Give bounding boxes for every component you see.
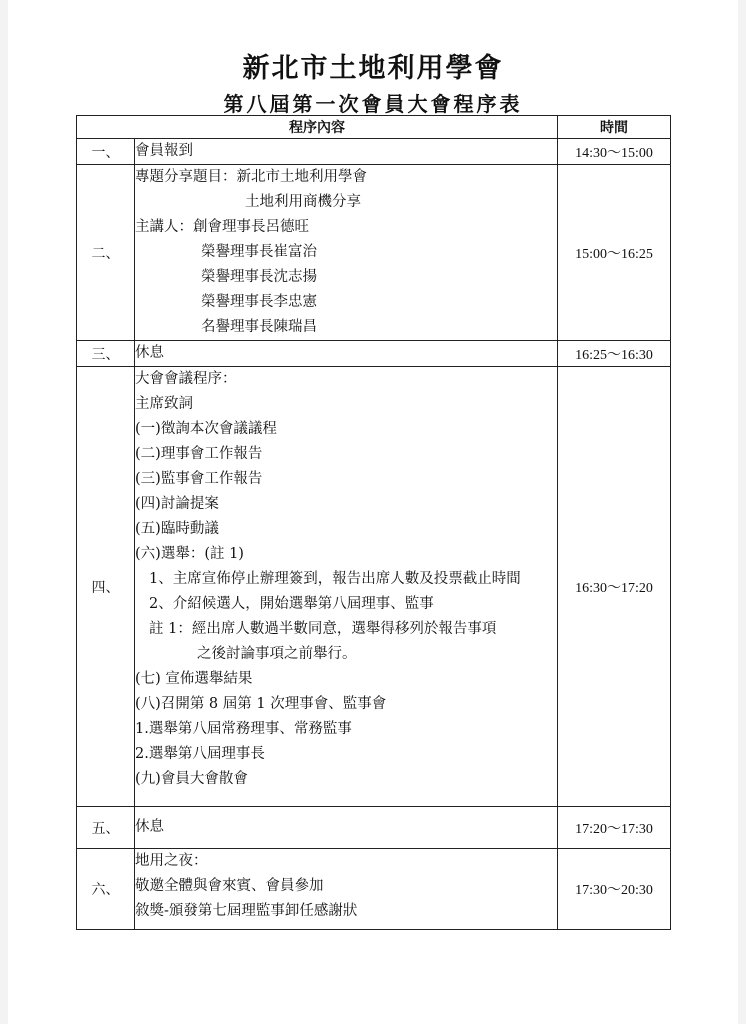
- table-header-row: [77, 116, 671, 139]
- row-time: 16:25～16:30: [558, 341, 671, 367]
- content-line: (一)徵詢本次會議議程: [135, 421, 277, 437]
- content-line: 休息: [135, 819, 164, 835]
- content-line: 之後討論事項之前舉行。: [197, 646, 357, 662]
- table-row: [77, 367, 671, 807]
- row-number: 五、: [77, 807, 135, 849]
- row-number: 四、: [77, 367, 135, 807]
- row-number: 一、: [77, 139, 135, 165]
- content-line: 名譽理事長陳瑞昌: [201, 319, 317, 335]
- content-line: 休息: [135, 345, 164, 361]
- row-content: [135, 807, 558, 849]
- content-line: 專題分享題目：新北市土地利用學會: [135, 169, 367, 185]
- content-line: 榮譽理事長李忠憲: [201, 294, 317, 310]
- table-row: [77, 849, 671, 930]
- row-time: 16:30～17:20: [558, 367, 671, 807]
- document-subtitle: 第八屆第一次會員大會程序表: [223, 92, 523, 116]
- content-line: (六)選舉：(註 1): [135, 546, 244, 562]
- content-line: (二)理事會工作報告: [135, 446, 263, 462]
- content-line: 榮譽理事長崔富治: [201, 244, 317, 260]
- content-line: 地用之夜：: [135, 853, 208, 869]
- row-number: 六、: [77, 849, 135, 930]
- row-number: 二、: [77, 165, 135, 341]
- agenda-table: [76, 115, 671, 930]
- row-time: 17:30～20:30: [558, 849, 671, 930]
- content-line: (九)會員大會散會: [135, 771, 248, 787]
- table-row: [77, 807, 671, 849]
- header-content: 程序內容: [77, 116, 558, 139]
- content-line: 2、介紹候選人，開始選舉第八屆理事、監事: [149, 596, 434, 612]
- content-spacer: [135, 792, 557, 806]
- table-row: [77, 341, 671, 367]
- row-time: 14:30～15:00: [558, 139, 671, 165]
- content-line: 2.選舉第八屆理事長: [135, 746, 265, 762]
- row-content: [135, 165, 558, 341]
- content-line: 主席致詞: [135, 396, 193, 412]
- row-content: [135, 367, 558, 807]
- content-line: 註 1：經出席人數過半數同意，選舉得移列於報告事項: [149, 621, 497, 637]
- content-line: 榮譽理事長沈志揚: [201, 269, 317, 285]
- content-line: (三)監事會工作報告: [135, 471, 263, 487]
- document-title: 新北市土地利用學會: [242, 53, 504, 84]
- content-line: 敬邀全體與會來賓、會員參加: [135, 878, 324, 894]
- content-line: 敘獎-頒發第七屆理監事卸任感謝狀: [135, 903, 358, 919]
- row-time: 15:00～16:25: [558, 165, 671, 341]
- content-line: (八)召開第 8 屆第 1 次理事會、監事會: [135, 696, 387, 712]
- content-line: (七) 宣佈選舉結果: [135, 671, 253, 687]
- table-row: [77, 165, 671, 341]
- content-line: 大會會議程序：: [135, 371, 237, 387]
- content-line: (四)討論提案: [135, 496, 219, 512]
- row-time: 17:20～17:30: [558, 807, 671, 849]
- table-row: [77, 139, 671, 165]
- row-content: [135, 849, 558, 930]
- row-content: [135, 341, 558, 367]
- content-line: 1.選舉第八屆常務理事、常務監事: [135, 721, 352, 737]
- content-line: 1、主席宣佈停止辦理簽到，報告出席人數及投票截止時間: [149, 571, 521, 587]
- header-time: 時間: [558, 116, 671, 139]
- content-line: 會員報到: [135, 143, 193, 159]
- row-number: 三、: [77, 341, 135, 367]
- row-content: [135, 139, 558, 165]
- content-line: (五)臨時動議: [135, 521, 219, 537]
- content-line: 土地利用商機分享: [245, 194, 361, 210]
- content-line: 主講人：創會理事長呂德旺: [135, 219, 309, 235]
